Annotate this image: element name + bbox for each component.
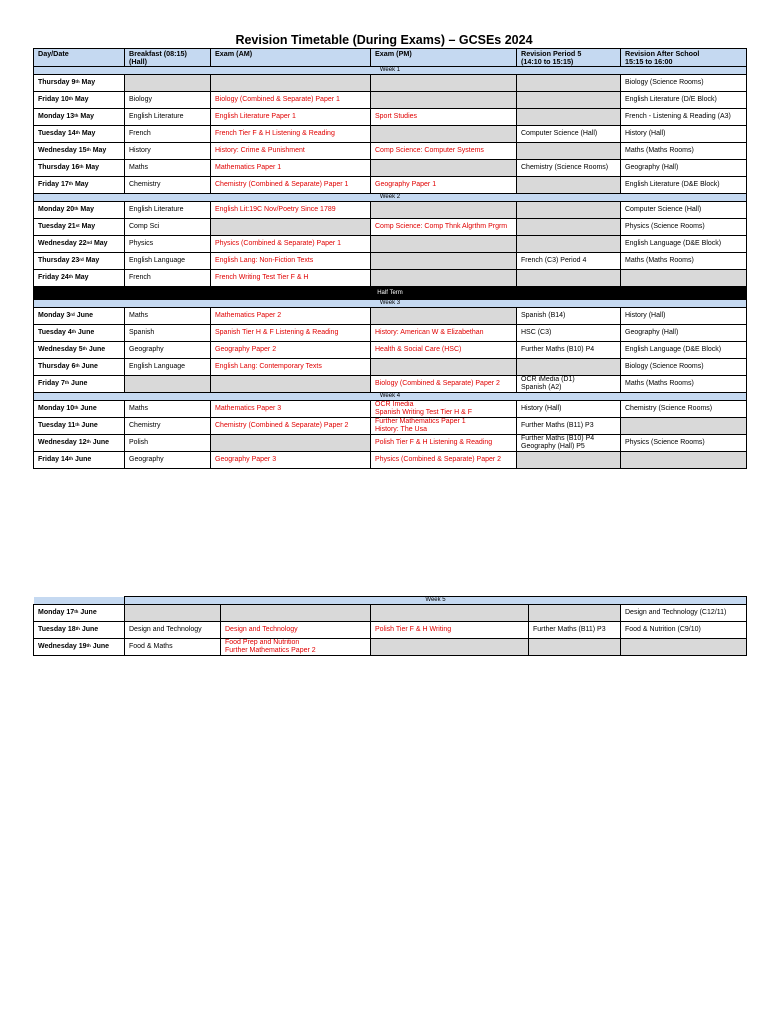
exam-am-cell: English Literature Paper 1 bbox=[211, 109, 371, 126]
exam-pm-cell: Geography Paper 1 bbox=[371, 177, 517, 194]
period5-cell: Computer Science (Hall) bbox=[517, 126, 621, 143]
breakfast-cell: Chemistry bbox=[125, 418, 211, 435]
breakfast-cell: Comp Sci bbox=[125, 219, 211, 236]
exam-am-cell: French Tier F & H Listening & Reading bbox=[211, 126, 371, 143]
exam-pm-cell: Health & Social Care (HSC) bbox=[371, 342, 517, 359]
table-row bbox=[34, 308, 747, 325]
breakfast-cell: History bbox=[125, 143, 211, 160]
day-date-cell: Tuesday 21st May bbox=[34, 219, 125, 236]
exam-am-cell: Spanish Tier H & F Listening & Reading bbox=[211, 325, 371, 342]
exam-am-cell: Physics (Combined & Separate) Paper 1 bbox=[211, 236, 371, 253]
after-school-cell: History (Hall) bbox=[621, 126, 747, 143]
exam-am-cell: Geography Paper 3 bbox=[211, 452, 371, 469]
breakfast-cell: Chemistry bbox=[125, 177, 211, 194]
exam-pm-cell: Polish Tier F & H Listening & Reading bbox=[371, 435, 517, 452]
exam-am-cell: Mathematics Paper 1 bbox=[211, 160, 371, 177]
after-school-cell bbox=[621, 418, 747, 435]
timetable-week5 bbox=[33, 596, 747, 656]
exam-am-cell bbox=[211, 435, 371, 452]
period5-cell bbox=[517, 270, 621, 287]
day-date-cell: Wednesday 15th May bbox=[34, 143, 125, 160]
day-date-cell: Friday 7th June bbox=[34, 376, 125, 393]
day-date-cell: Wednesday 5th June bbox=[34, 342, 125, 359]
day-date-cell: Tuesday 18th June bbox=[34, 622, 125, 639]
half-term-banner: Half Term bbox=[34, 287, 747, 300]
table-row bbox=[34, 143, 747, 160]
exam-pm-cell bbox=[371, 270, 517, 287]
exam-pm-cell: History: American W & Elizabethan bbox=[371, 325, 517, 342]
day-date-cell: Thursday 16th May bbox=[34, 160, 125, 177]
table-row bbox=[34, 418, 747, 435]
breakfast-cell: Polish bbox=[125, 435, 211, 452]
table-row bbox=[34, 342, 747, 359]
header-day: Day/Date bbox=[34, 49, 125, 67]
after-school-cell: Design and Technology (C12/11) bbox=[621, 605, 747, 622]
day-date-cell: Monday 3rd June bbox=[34, 308, 125, 325]
after-school-cell: Maths (Maths Rooms) bbox=[621, 253, 747, 270]
week-4-banner: Week 4 bbox=[34, 393, 747, 401]
day-date-cell: Friday 24th May bbox=[34, 270, 125, 287]
exam-pm-cell bbox=[371, 202, 517, 219]
breakfast-cell: French bbox=[125, 126, 211, 143]
day-date-cell: Wednesday 22nd May bbox=[34, 236, 125, 253]
after-school-cell bbox=[621, 270, 747, 287]
exam-am-cell: Design and Technology bbox=[221, 622, 371, 639]
breakfast-cell: Design and Technology bbox=[125, 622, 221, 639]
breakfast-cell bbox=[125, 605, 221, 622]
day-date-cell: Wednesday 12th June bbox=[34, 435, 125, 452]
table-row bbox=[34, 177, 747, 194]
exam-pm-cell bbox=[371, 359, 517, 376]
exam-pm-cell: Polish Tier F & H Writing bbox=[371, 622, 529, 639]
table-row bbox=[34, 325, 747, 342]
day-date-cell: Thursday 6th June bbox=[34, 359, 125, 376]
breakfast-cell: Geography bbox=[125, 452, 211, 469]
exam-pm-cell: Further Mathematics Paper 1 History: The Usa bbox=[371, 418, 517, 435]
after-school-cell: French - Listening & Reading (A3) bbox=[621, 109, 747, 126]
day-date-cell: Tuesday 4th June bbox=[34, 325, 125, 342]
exam-pm-cell bbox=[371, 75, 517, 92]
after-school-cell: Computer Science (Hall) bbox=[621, 202, 747, 219]
page-title: Revision Timetable (During Exams) – GCSEs 2024 bbox=[235, 33, 533, 47]
timetable-main bbox=[33, 48, 747, 469]
table-row bbox=[34, 160, 747, 177]
exam-pm-cell bbox=[371, 639, 529, 656]
exam-pm-cell: Sport Studies bbox=[371, 109, 517, 126]
breakfast-cell: French bbox=[125, 270, 211, 287]
day-date-cell: Friday 17th May bbox=[34, 177, 125, 194]
period5-cell: Chemistry (Science Rooms) bbox=[517, 160, 621, 177]
day-date-cell: Tuesday 14th May bbox=[34, 126, 125, 143]
breakfast-cell: Maths bbox=[125, 401, 211, 418]
exam-pm-cell bbox=[371, 92, 517, 109]
breakfast-cell: English Literature bbox=[125, 109, 211, 126]
after-school-cell: Maths (Maths Rooms) bbox=[621, 376, 747, 393]
period5-cell bbox=[517, 92, 621, 109]
exam-pm-cell bbox=[371, 236, 517, 253]
day-date-cell: Monday 10th June bbox=[34, 401, 125, 418]
exam-am-cell bbox=[211, 75, 371, 92]
period5-cell bbox=[517, 452, 621, 469]
exam-pm-cell bbox=[371, 308, 517, 325]
after-school-cell: History (Hall) bbox=[621, 308, 747, 325]
day-date-cell: Tuesday 11th June bbox=[34, 418, 125, 435]
table-row bbox=[34, 109, 747, 126]
header-exam-pm: Exam (PM) bbox=[371, 49, 517, 67]
breakfast-cell bbox=[125, 75, 211, 92]
period5-cell bbox=[517, 109, 621, 126]
exam-pm-cell: OCR Imedia Spanish Writing Test Tier H & F bbox=[371, 401, 517, 418]
after-school-cell: Biology (Science Rooms) bbox=[621, 359, 747, 376]
exam-am-cell: French Writing Test Tier F & H bbox=[211, 270, 371, 287]
after-school-cell: Chemistry (Science Rooms) bbox=[621, 401, 747, 418]
table-row bbox=[34, 359, 747, 376]
after-school-cell: Maths (Maths Rooms) bbox=[621, 143, 747, 160]
exam-am-cell: History: Crime & Punishment bbox=[211, 143, 371, 160]
period5-cell bbox=[517, 202, 621, 219]
period5-cell bbox=[517, 177, 621, 194]
table-row bbox=[34, 401, 747, 418]
period5-cell bbox=[517, 236, 621, 253]
exam-am-cell: Chemistry (Combined & Separate) Paper 2 bbox=[211, 418, 371, 435]
period5-cell bbox=[517, 219, 621, 236]
header-after-school: Revision After School 15:15 to 16:00 bbox=[621, 49, 747, 67]
breakfast-cell bbox=[125, 376, 211, 393]
breakfast-cell: Biology bbox=[125, 92, 211, 109]
day-date-cell: Friday 10th May bbox=[34, 92, 125, 109]
table-row bbox=[34, 376, 747, 393]
after-school-cell: English Language (D&E Block) bbox=[621, 236, 747, 253]
table-row bbox=[34, 435, 747, 452]
exam-pm-cell: Physics (Combined & Separate) Paper 2 bbox=[371, 452, 517, 469]
after-school-cell: English Language (D&E Block) bbox=[621, 342, 747, 359]
table-row bbox=[34, 75, 747, 92]
after-school-cell: Geography (Hall) bbox=[621, 160, 747, 177]
after-school-cell: Geography (Hall) bbox=[621, 325, 747, 342]
exam-am-cell bbox=[211, 219, 371, 236]
after-school-cell: English Literature (D&E Block) bbox=[621, 177, 747, 194]
day-date-cell: Monday 13th May bbox=[34, 109, 125, 126]
after-school-cell: English Literature (D/E Block) bbox=[621, 92, 747, 109]
exam-pm-cell bbox=[371, 605, 529, 622]
breakfast-cell: Geography bbox=[125, 342, 211, 359]
table-row bbox=[34, 126, 747, 143]
table-row bbox=[34, 622, 747, 639]
exam-am-cell: English Lit:19C Nov/Poetry Since 1789 bbox=[211, 202, 371, 219]
breakfast-cell: Physics bbox=[125, 236, 211, 253]
after-school-cell: Food & Nutrition (C9/10) bbox=[621, 622, 747, 639]
exam-am-cell: English Lang: Non-Fiction Texts bbox=[211, 253, 371, 270]
breakfast-cell: Maths bbox=[125, 160, 211, 177]
period5-cell: History (Hall) bbox=[517, 401, 621, 418]
exam-pm-cell bbox=[371, 160, 517, 177]
header-period5: Revision Period 5 (14:10 to 15:15) bbox=[517, 49, 621, 67]
after-school-cell bbox=[621, 452, 747, 469]
exam-pm-cell: Comp Science: Comp Thnk Algrthm Prgrm bbox=[371, 219, 517, 236]
period5-cell: Further Maths (B10) P4 Geography (Hall) P5 bbox=[517, 435, 621, 452]
table-row bbox=[34, 452, 747, 469]
table-row bbox=[34, 92, 747, 109]
period5-cell bbox=[517, 359, 621, 376]
period5-cell: French (C3) Period 4 bbox=[517, 253, 621, 270]
day-date-cell: Monday 20th May bbox=[34, 202, 125, 219]
exam-am-cell: Chemistry (Combined & Separate) Paper 1 bbox=[211, 177, 371, 194]
breakfast-cell: Spanish bbox=[125, 325, 211, 342]
exam-am-cell: Mathematics Paper 3 bbox=[211, 401, 371, 418]
exam-am-cell bbox=[211, 376, 371, 393]
period5-cell: Further Maths (B10) P4 bbox=[517, 342, 621, 359]
after-school-cell: Physics (Science Rooms) bbox=[621, 435, 747, 452]
week-3-banner: Week 3 bbox=[34, 300, 747, 308]
exam-am-cell: Mathematics Paper 2 bbox=[211, 308, 371, 325]
period5-cell bbox=[529, 605, 621, 622]
table-row bbox=[34, 219, 747, 236]
header-exam-am: Exam (AM) bbox=[211, 49, 371, 67]
day-date-cell: Thursday 9th May bbox=[34, 75, 125, 92]
breakfast-cell: English Literature bbox=[125, 202, 211, 219]
exam-am-cell: Biology (Combined & Separate) Paper 1 bbox=[211, 92, 371, 109]
exam-am-cell bbox=[221, 605, 371, 622]
day-date-cell: Friday 14th June bbox=[34, 452, 125, 469]
week-2-banner: Week 2 bbox=[34, 194, 747, 202]
day-date-cell: Thursday 23rd May bbox=[34, 253, 125, 270]
period5-cell bbox=[529, 639, 621, 656]
period5-cell: Spanish (B14) bbox=[517, 308, 621, 325]
day-date-cell: Monday 17th June bbox=[34, 605, 125, 622]
week-5-banner: Week 5 bbox=[34, 597, 747, 605]
table-row bbox=[34, 605, 747, 622]
exam-pm-cell bbox=[371, 253, 517, 270]
week-1-banner: Week 1 bbox=[34, 67, 747, 75]
exam-am-cell: Geography Paper 2 bbox=[211, 342, 371, 359]
after-school-cell bbox=[621, 639, 747, 656]
table-row bbox=[34, 253, 747, 270]
period5-cell: OCR iMedia (D1) Spanish (A2) bbox=[517, 376, 621, 393]
day-date-cell: Wednesday 19th June bbox=[34, 639, 125, 656]
exam-pm-cell bbox=[371, 126, 517, 143]
period5-cell: Further Maths (B11) P3 bbox=[529, 622, 621, 639]
after-school-cell: Biology (Science Rooms) bbox=[621, 75, 747, 92]
period5-cell bbox=[517, 143, 621, 160]
table-row bbox=[34, 639, 747, 656]
exam-am-cell: English Lang: Contemporary Texts bbox=[211, 359, 371, 376]
exam-pm-cell: Comp Science: Computer Systems bbox=[371, 143, 517, 160]
table-row bbox=[34, 236, 747, 253]
after-school-cell: Physics (Science Rooms) bbox=[621, 219, 747, 236]
table-row bbox=[34, 270, 747, 287]
breakfast-cell: English Language bbox=[125, 359, 211, 376]
exam-pm-cell: Biology (Combined & Separate) Paper 2 bbox=[371, 376, 517, 393]
period5-cell: HSC (C3) bbox=[517, 325, 621, 342]
breakfast-cell: Food & Maths bbox=[125, 639, 221, 656]
exam-am-cell: Food Prep and Nutrition Further Mathematics Paper 2 bbox=[221, 639, 371, 656]
breakfast-cell: English Language bbox=[125, 253, 211, 270]
table-row bbox=[34, 202, 747, 219]
header-breakfast: Breakfast (08:15) (Hall) bbox=[125, 49, 211, 67]
period5-cell bbox=[517, 75, 621, 92]
breakfast-cell: Maths bbox=[125, 308, 211, 325]
header-row bbox=[34, 49, 747, 67]
period5-cell: Further Maths (B11) P3 bbox=[517, 418, 621, 435]
